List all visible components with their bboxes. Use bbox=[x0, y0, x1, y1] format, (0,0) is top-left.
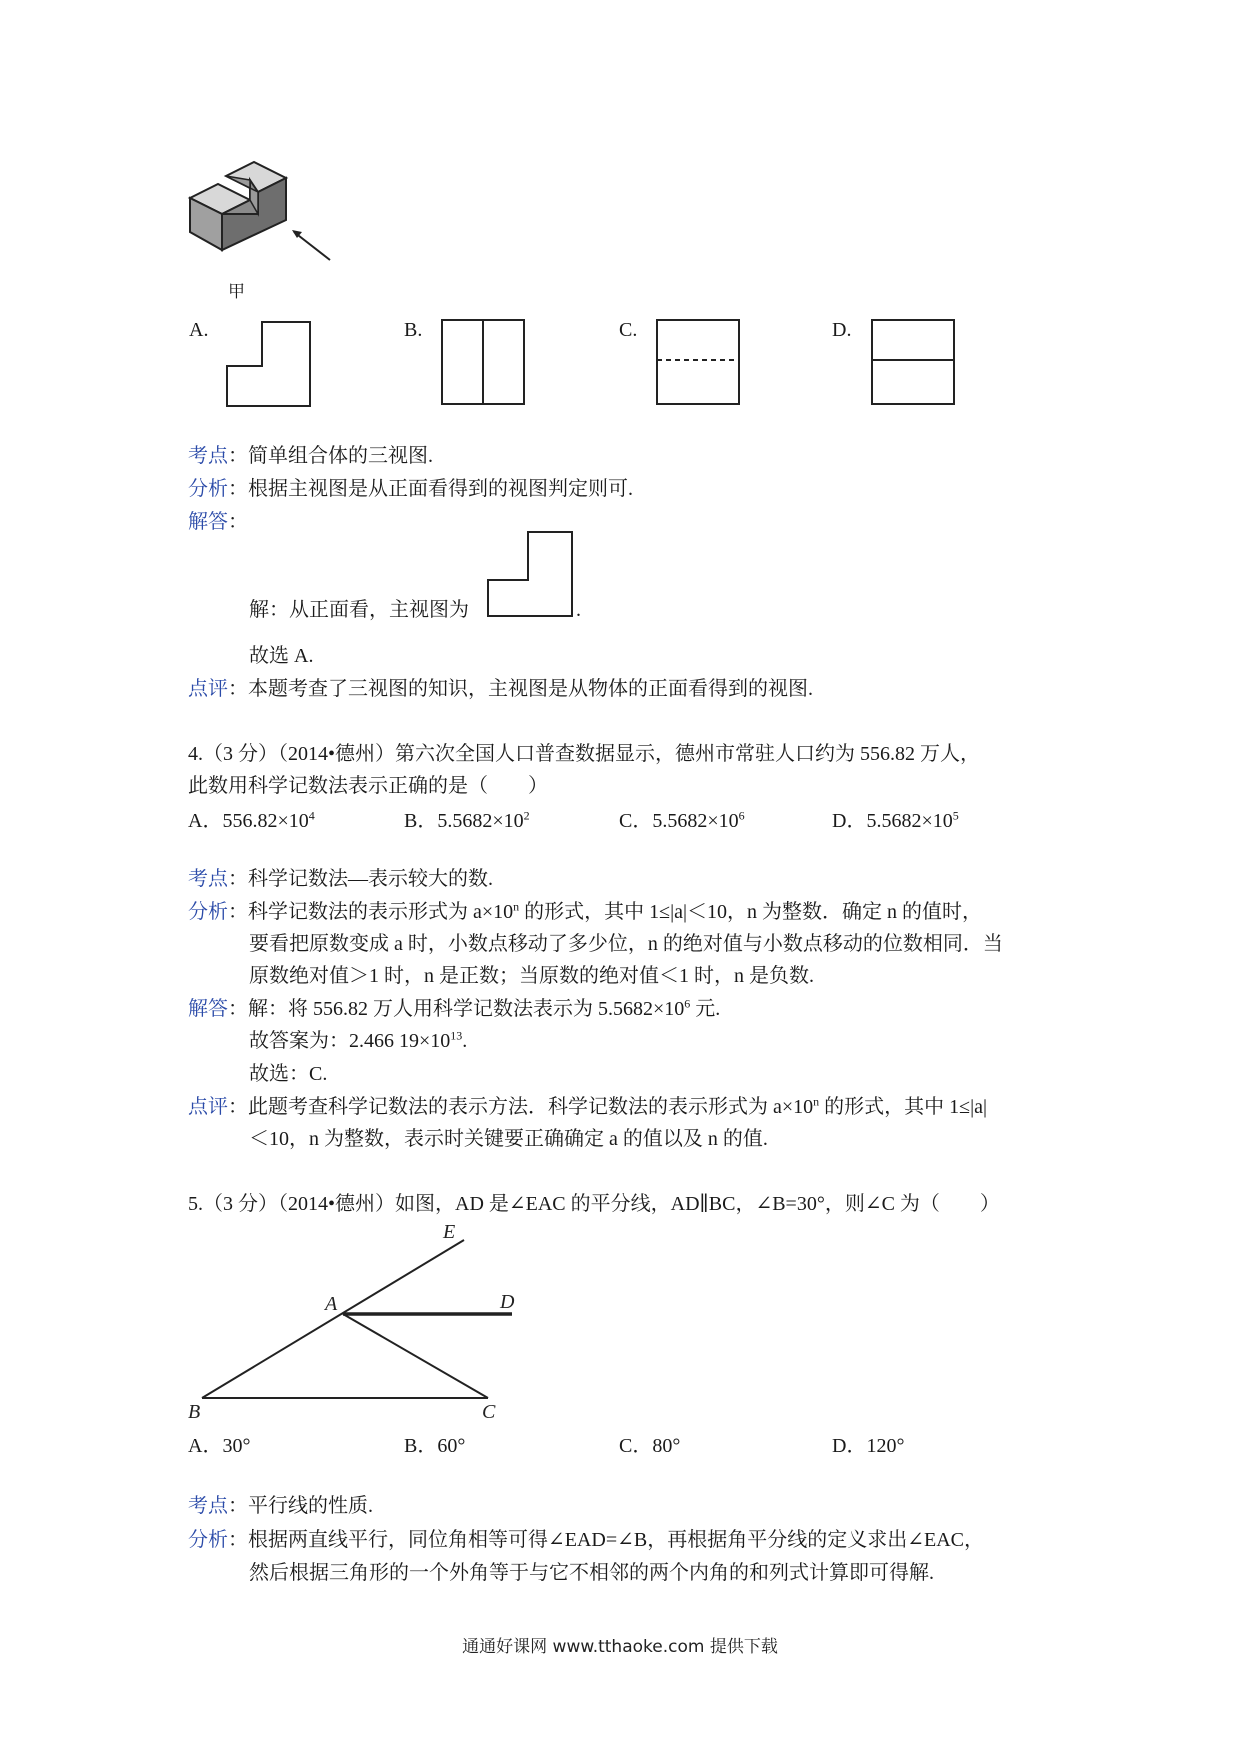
q4-fenxi-line1: 分析：科学记数法的表示形式为 $a\times 10^n$ 的形式，其中 1≤|a|＜10，n 为整数．确定 n 的值时， bbox=[188, 899, 983, 923]
q3-option-d-shape bbox=[870, 318, 960, 410]
line-be bbox=[202, 1240, 464, 1398]
q5-figure bbox=[180, 1222, 540, 1422]
q3-option-a-label: A. bbox=[189, 319, 209, 341]
q5-fenxi-line1: 分析：根据两直线平行，同位角相等可得∠EAD=∠B，再根据角平分线的定义求出∠EAC， bbox=[188, 1529, 984, 1551]
q3-option-b-label: B. bbox=[404, 319, 423, 341]
q4-stem-line1: 4.（3 分）（2014•德州）第六次全国人口普查数据显示，德州市常驻人口约为 556.82 万人， bbox=[188, 743, 981, 765]
q3-option-b-shape bbox=[440, 318, 530, 410]
kaodian-tag: 考点 bbox=[188, 868, 228, 890]
figure-jia-caption: 甲 bbox=[228, 282, 245, 302]
q5-option-c: C．80° bbox=[619, 1435, 681, 1457]
q4-option-d: D．$5.5682\times 10^5$ bbox=[832, 808, 959, 832]
q5-stem: 5.（3 分）（2014•德州）如图，AD 是∠EAC 的平分线，AD∥BC，∠B=30°，则∠C 为（ ） bbox=[188, 1193, 1000, 1215]
q5-option-a: A．30° bbox=[188, 1435, 251, 1457]
q3-jie-line: 解：从正面看，主视图为 bbox=[249, 599, 469, 621]
label-d: D bbox=[500, 1291, 515, 1313]
q3-option-d-label: D. bbox=[832, 319, 852, 341]
q4-dianping-line2: ＜10，n 为整数，表示时关键要正确确定 a 的值以及 n 的值. bbox=[249, 1128, 768, 1150]
label-c: C bbox=[482, 1401, 496, 1422]
dianping-tag: 点评 bbox=[188, 1096, 228, 1118]
q3-fenxi: 分析：根据主视图是从正面看得到的视图判定则可. bbox=[188, 478, 633, 500]
q5-fenxi-line2: 然后根据三角形的一个外角等于与它不相邻的两个内角的和列式计算即可得解. bbox=[249, 1562, 934, 1584]
q5-option-b: B．60° bbox=[404, 1435, 466, 1457]
q4-dianping-line1: 点评：此题考查科学记数法的表示方法．科学记数法的表示形式为 $a\times 10^n$ 的形式，其中 1≤|a| bbox=[188, 1094, 988, 1118]
q3-option-a-shape bbox=[226, 318, 316, 410]
q3-jie-end: . bbox=[576, 599, 581, 621]
kaodian-tag: 考点 bbox=[188, 445, 228, 467]
q5-kaodian: 考点：平行线的性质. bbox=[188, 1495, 373, 1517]
dianping-tag: 点评 bbox=[188, 678, 228, 700]
q4-fenxi-line2: 要看把原数变成 a 时，小数点移动了多少位，n 的绝对值与小数点移动的位数相同．当 bbox=[249, 933, 1003, 955]
q3-guxuan: 故选 A. bbox=[249, 645, 314, 667]
kaodian-tag: 考点 bbox=[188, 1495, 228, 1517]
fenxi-tag: 分析 bbox=[188, 478, 228, 500]
figure-jia-solid bbox=[180, 160, 340, 280]
page-footer: 通通好课网 www.tthaoke.com 提供下载 bbox=[462, 1637, 778, 1657]
q4-jieda-line2: 故答案为：2.466 $19\times 10^{13}$. bbox=[249, 1028, 468, 1052]
q4-fenxi-line3: 原数绝对值＞1 时，n 是正数；当原数的绝对值＜1 时，n 是负数. bbox=[249, 965, 814, 987]
q3-option-c-shape bbox=[655, 318, 745, 410]
q4-kaodian: 考点：科学记数法—表示较大的数. bbox=[188, 868, 493, 890]
jieda-tag: 解答 bbox=[188, 511, 228, 533]
q4-option-b: B．$5.5682\times 10^2$ bbox=[404, 808, 530, 832]
label-a: A bbox=[325, 1293, 338, 1315]
q3-option-c-label: C. bbox=[619, 319, 638, 341]
fenxi-tag: 分析 bbox=[188, 901, 228, 923]
q3-kaodian: 考点：简单组合体的三视图. bbox=[188, 445, 433, 467]
q4-option-a: A．$556.82\times 10^4$ bbox=[188, 808, 315, 832]
q3-dianping: 点评：本题考查了三视图的知识，主视图是从物体的正面看得到的视图. bbox=[188, 678, 813, 700]
q4-option-c: C．$5.5682\times 10^6$ bbox=[619, 808, 745, 832]
q3-answer-shape bbox=[486, 528, 578, 620]
q5-option-d: D．120° bbox=[832, 1435, 905, 1457]
q4-jieda-line3: 故选：C. bbox=[249, 1063, 328, 1085]
jieda-tag: 解答 bbox=[188, 998, 228, 1020]
label-b: B bbox=[188, 1401, 201, 1422]
q4-jieda-line1: 解答：解：将 556.82 万人用科学记数法表示为 $5.5682\times 10^6$ 元. bbox=[188, 996, 721, 1020]
label-e: E bbox=[443, 1222, 456, 1243]
line-ac bbox=[343, 1314, 488, 1398]
q3-jieda: 解答： bbox=[188, 511, 248, 533]
fenxi-tag: 分析 bbox=[188, 1529, 228, 1551]
q4-stem-line2: 此数用科学记数法表示正确的是（ ） bbox=[188, 775, 548, 797]
